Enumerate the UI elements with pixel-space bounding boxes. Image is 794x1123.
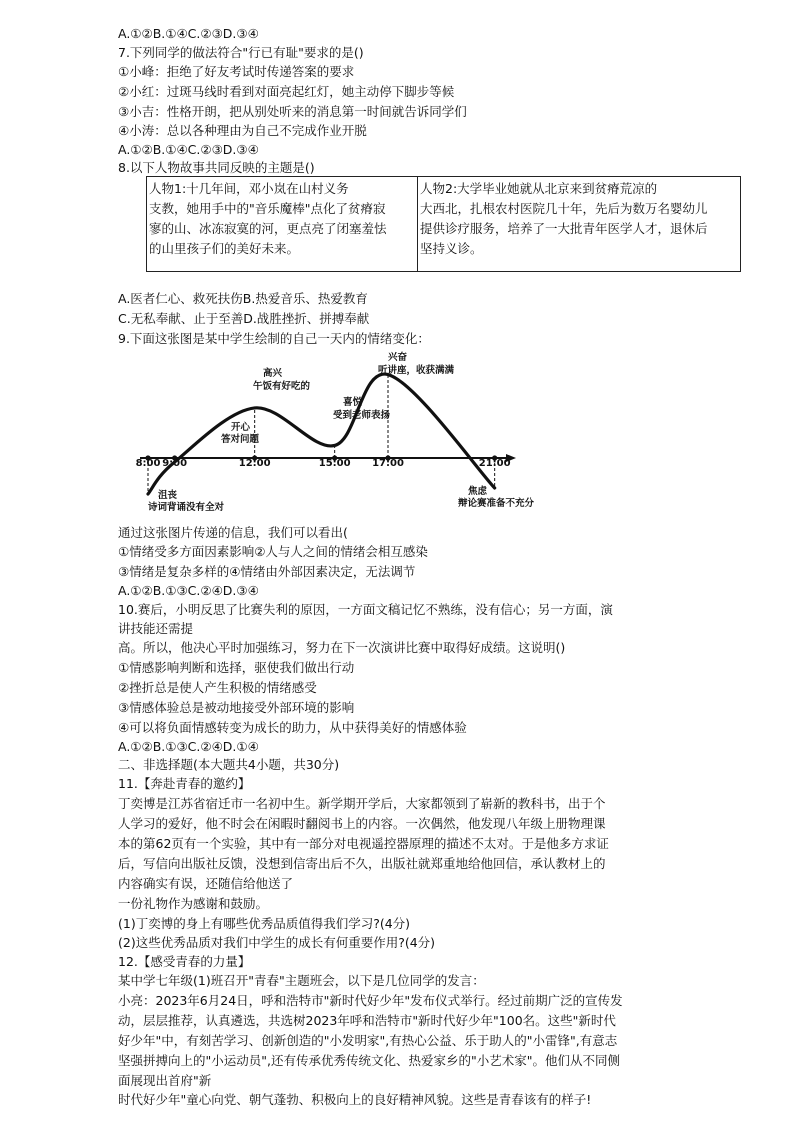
mood-label: 高兴 — [263, 368, 283, 379]
story-cell-2 — [417, 177, 742, 271]
q7-item-2: ②小红：过斑马线时看到对面亮起红灯，她主动停下脚步等候 — [118, 84, 455, 99]
q9-prompt: 通过这张图片传递的信息，我们可以看出( — [118, 525, 348, 540]
q11-sub-1: (1)丁奕博的身上有哪些优秀品质值得我们学习?(4分) — [118, 916, 411, 931]
q10-options: A.①②B.①③C.②④D.①④ — [118, 739, 259, 754]
story-1-line: 寥的山、冰冻寂寞的河，更点亮了闭塞羞怯 — [149, 221, 387, 236]
q10-stem: 高。所以，他决心平时加强练习，努力在下一次演讲比赛中取得好成绩。这说明() — [118, 640, 566, 655]
q12-title: 12.【感受青春的力量】 — [118, 954, 251, 969]
x-tick-label: 15:00 — [318, 458, 351, 469]
q8-options-ab: A.医者仁心、救死扶伤B.热爱音乐、热爱教育 — [118, 291, 368, 306]
section-heading: 二、非选择题(本大题共4小题，共30分) — [118, 757, 340, 772]
q7-options: A.①②B.①④C.②③D.③④ — [118, 142, 259, 157]
mood-label: 焦虑 — [468, 486, 488, 497]
x-tick-label: 12:00 — [238, 458, 271, 469]
mood-label-reason: 受到老师表扬 — [333, 410, 391, 421]
x-tick-label: 9:00 — [162, 458, 188, 469]
story-2-line: 人物2:大学毕业她就从北京来到贫瘠荒凉的 — [420, 181, 658, 196]
q12-intro: 某中学七年级(1)班召开"青春"主题班会，以下是几位同学的发言： — [118, 973, 485, 988]
story-2-line: 坚持义诊。 — [420, 241, 483, 256]
mood-label: 喜悦 — [343, 397, 363, 408]
x-tick-label: 17:00 — [372, 458, 404, 469]
q7-stem: 7.下列同学的做法符合"行已有耻"要求的是() — [118, 45, 364, 60]
q10-stem: 10.赛后，小明反思了比赛失利的原因，一方面文稿记忆不熟练，没有信心；另一方面，演 — [118, 602, 613, 617]
q10-item-1: ①情感影响判断和选择，驱使我们做出行动 — [118, 660, 355, 675]
mood-label-reason: 听讲座，收获满满 — [378, 365, 455, 376]
story-2-line: 大西北，扎根农村医院几十年，先后为数万名婴幼儿 — [420, 201, 708, 216]
mood-curve — [148, 374, 495, 494]
story-2-line: 提供诊疗服务，培养了一大批青年医学人才，退休后 — [420, 221, 708, 236]
q12-passage: 面展现出首府"新 — [118, 1073, 212, 1088]
x-tick-label: 21:00 — [478, 458, 511, 469]
q7-item-3: ③小吉：性格开朗，把从别处听来的消息第一时间就告诉同学们 — [118, 104, 467, 119]
q12-passage: 动，层层推荐，认真遴选，共选树2023年呼和浩特市"新时代好少年"100名。这些"新时代 — [118, 1013, 616, 1028]
mood-label: 兴奋 — [388, 352, 408, 363]
q11-passage: 人学习的爱好，他不时会在闲暇时翻阅书上的内容。一次偶然，他发现八年级上册物理课 — [118, 816, 606, 831]
story-1-line: 的山里孩子们的美好未来。 — [149, 241, 300, 256]
q7-item-4: ④小涛：总以各种理由为自己不完成作业开脱 — [118, 123, 367, 138]
x-tick-label: 8:00 — [135, 458, 161, 469]
q9-stem: 9.下面这张图是某中学生绘制的自己一天内的情绪变化： — [118, 331, 430, 346]
story-1-line: 支教，她用手中的"音乐魔棒"点化了贫瘠寂 — [149, 201, 386, 216]
q8-options-cd: C.无私奉献、止于至善D.战胜挫折、拼搏奉献 — [118, 311, 370, 326]
q11-passage: 后，写信向出版社反馈，没想到信寄出后不久，出版社就郑重地给他回信，承认教材上的 — [118, 856, 606, 871]
mood-label: 沮丧 — [158, 490, 178, 501]
q11-passage: 内容确实有误，还随信给他送了 — [118, 876, 294, 891]
q9-item-34: ③情绪是复杂多样的④情绪由外部因素决定，无法调节 — [118, 564, 416, 579]
mood-label-reason: 辩论赛准备不充分 — [458, 498, 535, 509]
q7-item-1: ①小峰：拒绝了好友考试时传递答案的要求 — [118, 64, 355, 79]
q12-passage: 小亮：2023年6月24日，呼和浩特市"新时代好少年"发布仪式举行。经过前期广泛的宣传发 — [118, 993, 623, 1008]
q9-options: A.①②B.①③C.②④D.③④ — [118, 583, 259, 598]
q10-item-2: ②挫折总是使人产生积极的情绪感受 — [118, 680, 317, 695]
q10-item-3: ③情感体验总是被动地接受外部环境的影响 — [118, 700, 355, 715]
q9-item-12: ①情绪受多方面因素影响②人与人之间的情绪会相互感染 — [118, 544, 428, 559]
q8-story-table — [146, 176, 741, 272]
mood-label-reason: 答对问题 — [221, 434, 260, 445]
q6-options: A.①②B.①④C.②③D.③④ — [118, 26, 259, 41]
q11-passage: 丁奕博是江苏省宿迁市一名初中生。新学期开学后，大家都领到了崭新的教科书，出于个 — [118, 796, 606, 811]
q11-title: 11.【奔赴青春的邀约】 — [118, 776, 251, 791]
q12-passage: 好少年"中，有刻苦学习、创新创造的"小发明家",有热心公益、乐于助人的"小雷锋",有意志 — [118, 1033, 618, 1048]
q10-item-4: ④可以将负面情感转变为成长的助力，从中获得美好的情感体验 — [118, 720, 467, 735]
q8-stem: 8.以下人物故事共同反映的主题是() — [118, 160, 315, 175]
mood-label-reason: 诗词背诵没有全对 — [148, 502, 225, 513]
mood-chart — [118, 352, 535, 520]
q12-passage: 坚强拼搏向上的"小运动员",还有传承优秀传统文化、热爱家乡的"小艺术家"。他们从不同侧 — [118, 1053, 620, 1068]
q11-sub-2: (2)这些优秀品质对我们中学生的成长有何重要作用?(4分) — [118, 935, 436, 950]
mood-label-reason: 午饭有好吃的 — [253, 381, 311, 392]
q10-stem: 讲技能还需提 — [118, 621, 194, 636]
mood-chart-svg — [118, 352, 535, 520]
story-cell-1 — [147, 177, 417, 271]
q11-passage: 一份礼物作为感谢和鼓励。 — [118, 896, 269, 911]
q12-passage: 时代好少年"童心向党、朝气蓬勃、积极向上的良好精神风貌。这些是青春该有的样子! — [118, 1092, 592, 1107]
story-1-line: 人物1:十几年间，邓小岚在山村义务 — [149, 181, 349, 196]
mood-label: 开心 — [231, 422, 251, 433]
q11-passage: 本的第62页有一个实验，其中有一部分对电视遥控器原理的描述不太对。于是他多方求证 — [118, 836, 609, 851]
